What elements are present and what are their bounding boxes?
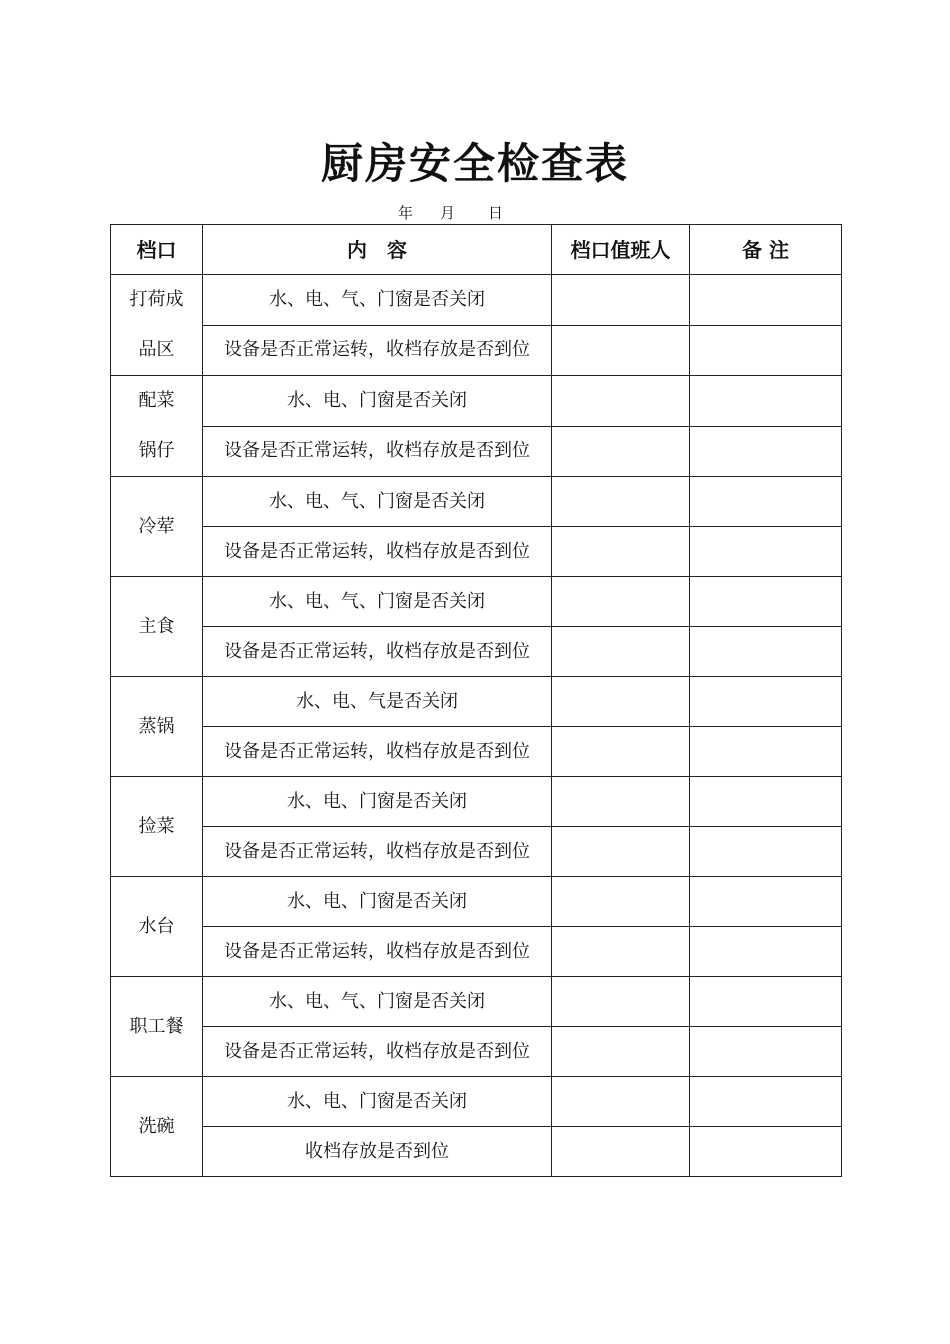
duty-cell[interactable] [552, 727, 690, 777]
remarks-cell[interactable] [690, 426, 842, 477]
duty-cell[interactable] [552, 1027, 690, 1077]
remarks-cell[interactable] [690, 677, 842, 727]
duty-cell[interactable] [552, 877, 690, 927]
check-item: 设备是否正常运转，收档存放是否到位 [203, 426, 552, 477]
area-cell: 洗碗 [111, 1077, 203, 1177]
area-name-line1: 配菜 [138, 390, 175, 411]
remarks-cell[interactable] [690, 977, 842, 1027]
check-item: 水、电、气、门窗是否关闭 [203, 977, 552, 1027]
check-item: 水、电、门窗是否关闭 [203, 1077, 552, 1127]
duty-cell[interactable] [552, 977, 690, 1027]
date-year-label: 年 [398, 204, 414, 222]
duty-cell[interactable] [552, 627, 690, 677]
remarks-cell[interactable] [690, 877, 842, 927]
table-row [111, 877, 842, 927]
remarks-cell[interactable] [690, 927, 842, 977]
duty-cell[interactable] [552, 477, 690, 527]
remarks-cell[interactable] [690, 627, 842, 677]
duty-cell[interactable] [552, 827, 690, 877]
table-row [111, 977, 842, 1027]
header-remarks: 备 注 [690, 225, 842, 275]
remarks-cell[interactable] [690, 1077, 842, 1127]
check-item: 水、电、气、门窗是否关闭 [203, 577, 552, 627]
check-item: 设备是否正常运转，收档存放是否到位 [203, 727, 552, 777]
remarks-cell[interactable] [690, 376, 842, 427]
date-day-label: 日 [488, 204, 504, 222]
table-row [111, 325, 842, 376]
table-row [111, 275, 842, 326]
remarks-cell[interactable] [690, 275, 842, 326]
check-item: 收档存放是否到位 [203, 1127, 552, 1177]
area-cell [111, 376, 203, 477]
check-item: 设备是否正常运转，收档存放是否到位 [203, 627, 552, 677]
table-row [111, 777, 842, 827]
remarks-cell[interactable] [690, 1127, 842, 1177]
inspection-table [110, 224, 842, 1177]
table-row [111, 627, 842, 677]
area-cell: 捡菜 [111, 777, 203, 877]
remarks-cell[interactable] [690, 325, 842, 376]
duty-cell[interactable] [552, 927, 690, 977]
duty-cell[interactable] [552, 1077, 690, 1127]
table-row [111, 727, 842, 777]
check-item: 设备是否正常运转，收档存放是否到位 [203, 927, 552, 977]
table-row [111, 426, 842, 477]
area-name-line2: 品区 [138, 339, 175, 360]
check-item: 水、电、门窗是否关闭 [203, 777, 552, 827]
duty-cell[interactable] [552, 777, 690, 827]
area-cell: 主食 [111, 577, 203, 677]
duty-cell[interactable] [552, 426, 690, 477]
area-cell: 蒸锅 [111, 677, 203, 777]
table-row [111, 827, 842, 877]
check-item: 水、电、门窗是否关闭 [203, 877, 552, 927]
remarks-cell[interactable] [690, 777, 842, 827]
table-row [111, 527, 842, 577]
table-row [111, 1127, 842, 1177]
header-duty: 档口值班人 [552, 225, 690, 275]
area-cell [111, 275, 203, 376]
remarks-cell[interactable] [690, 577, 842, 627]
page-title: 厨房安全检查表 [320, 139, 629, 188]
check-item: 设备是否正常运转，收档存放是否到位 [203, 325, 552, 376]
area-cell: 水台 [111, 877, 203, 977]
area-name-line2: 锅仔 [138, 440, 175, 461]
remarks-cell[interactable] [690, 727, 842, 777]
header-content: 内 容 [203, 225, 552, 275]
remarks-cell[interactable] [690, 827, 842, 877]
duty-cell[interactable] [552, 325, 690, 376]
check-item: 水、电、门窗是否关闭 [203, 376, 552, 427]
duty-cell[interactable] [552, 376, 690, 427]
table-header-row [111, 225, 842, 275]
date-month-label: 月 [440, 204, 456, 222]
duty-cell[interactable] [552, 275, 690, 326]
check-item: 水、电、气是否关闭 [203, 677, 552, 727]
table-row [111, 577, 842, 627]
remarks-cell[interactable] [690, 1027, 842, 1077]
duty-cell[interactable] [552, 527, 690, 577]
check-item: 设备是否正常运转，收档存放是否到位 [203, 1027, 552, 1077]
table-row [111, 1027, 842, 1077]
table-row [111, 1077, 842, 1127]
date-line [0, 202, 950, 224]
table-row [111, 376, 842, 427]
table-row [111, 477, 842, 527]
duty-cell[interactable] [552, 577, 690, 627]
remarks-cell[interactable] [690, 527, 842, 577]
remarks-cell[interactable] [690, 477, 842, 527]
duty-cell[interactable] [552, 677, 690, 727]
area-cell: 冷荤 [111, 477, 203, 577]
duty-cell[interactable] [552, 1127, 690, 1177]
area-cell: 职工餐 [111, 977, 203, 1077]
area-name-line1: 打荷成 [129, 289, 184, 310]
table-row [111, 677, 842, 727]
check-item: 水、电、气、门窗是否关闭 [203, 477, 552, 527]
check-item: 设备是否正常运转，收档存放是否到位 [203, 827, 552, 877]
table-row [111, 927, 842, 977]
check-item: 设备是否正常运转，收档存放是否到位 [203, 527, 552, 577]
check-item: 水、电、气、门窗是否关闭 [203, 275, 552, 326]
header-area: 档口 [111, 225, 203, 275]
